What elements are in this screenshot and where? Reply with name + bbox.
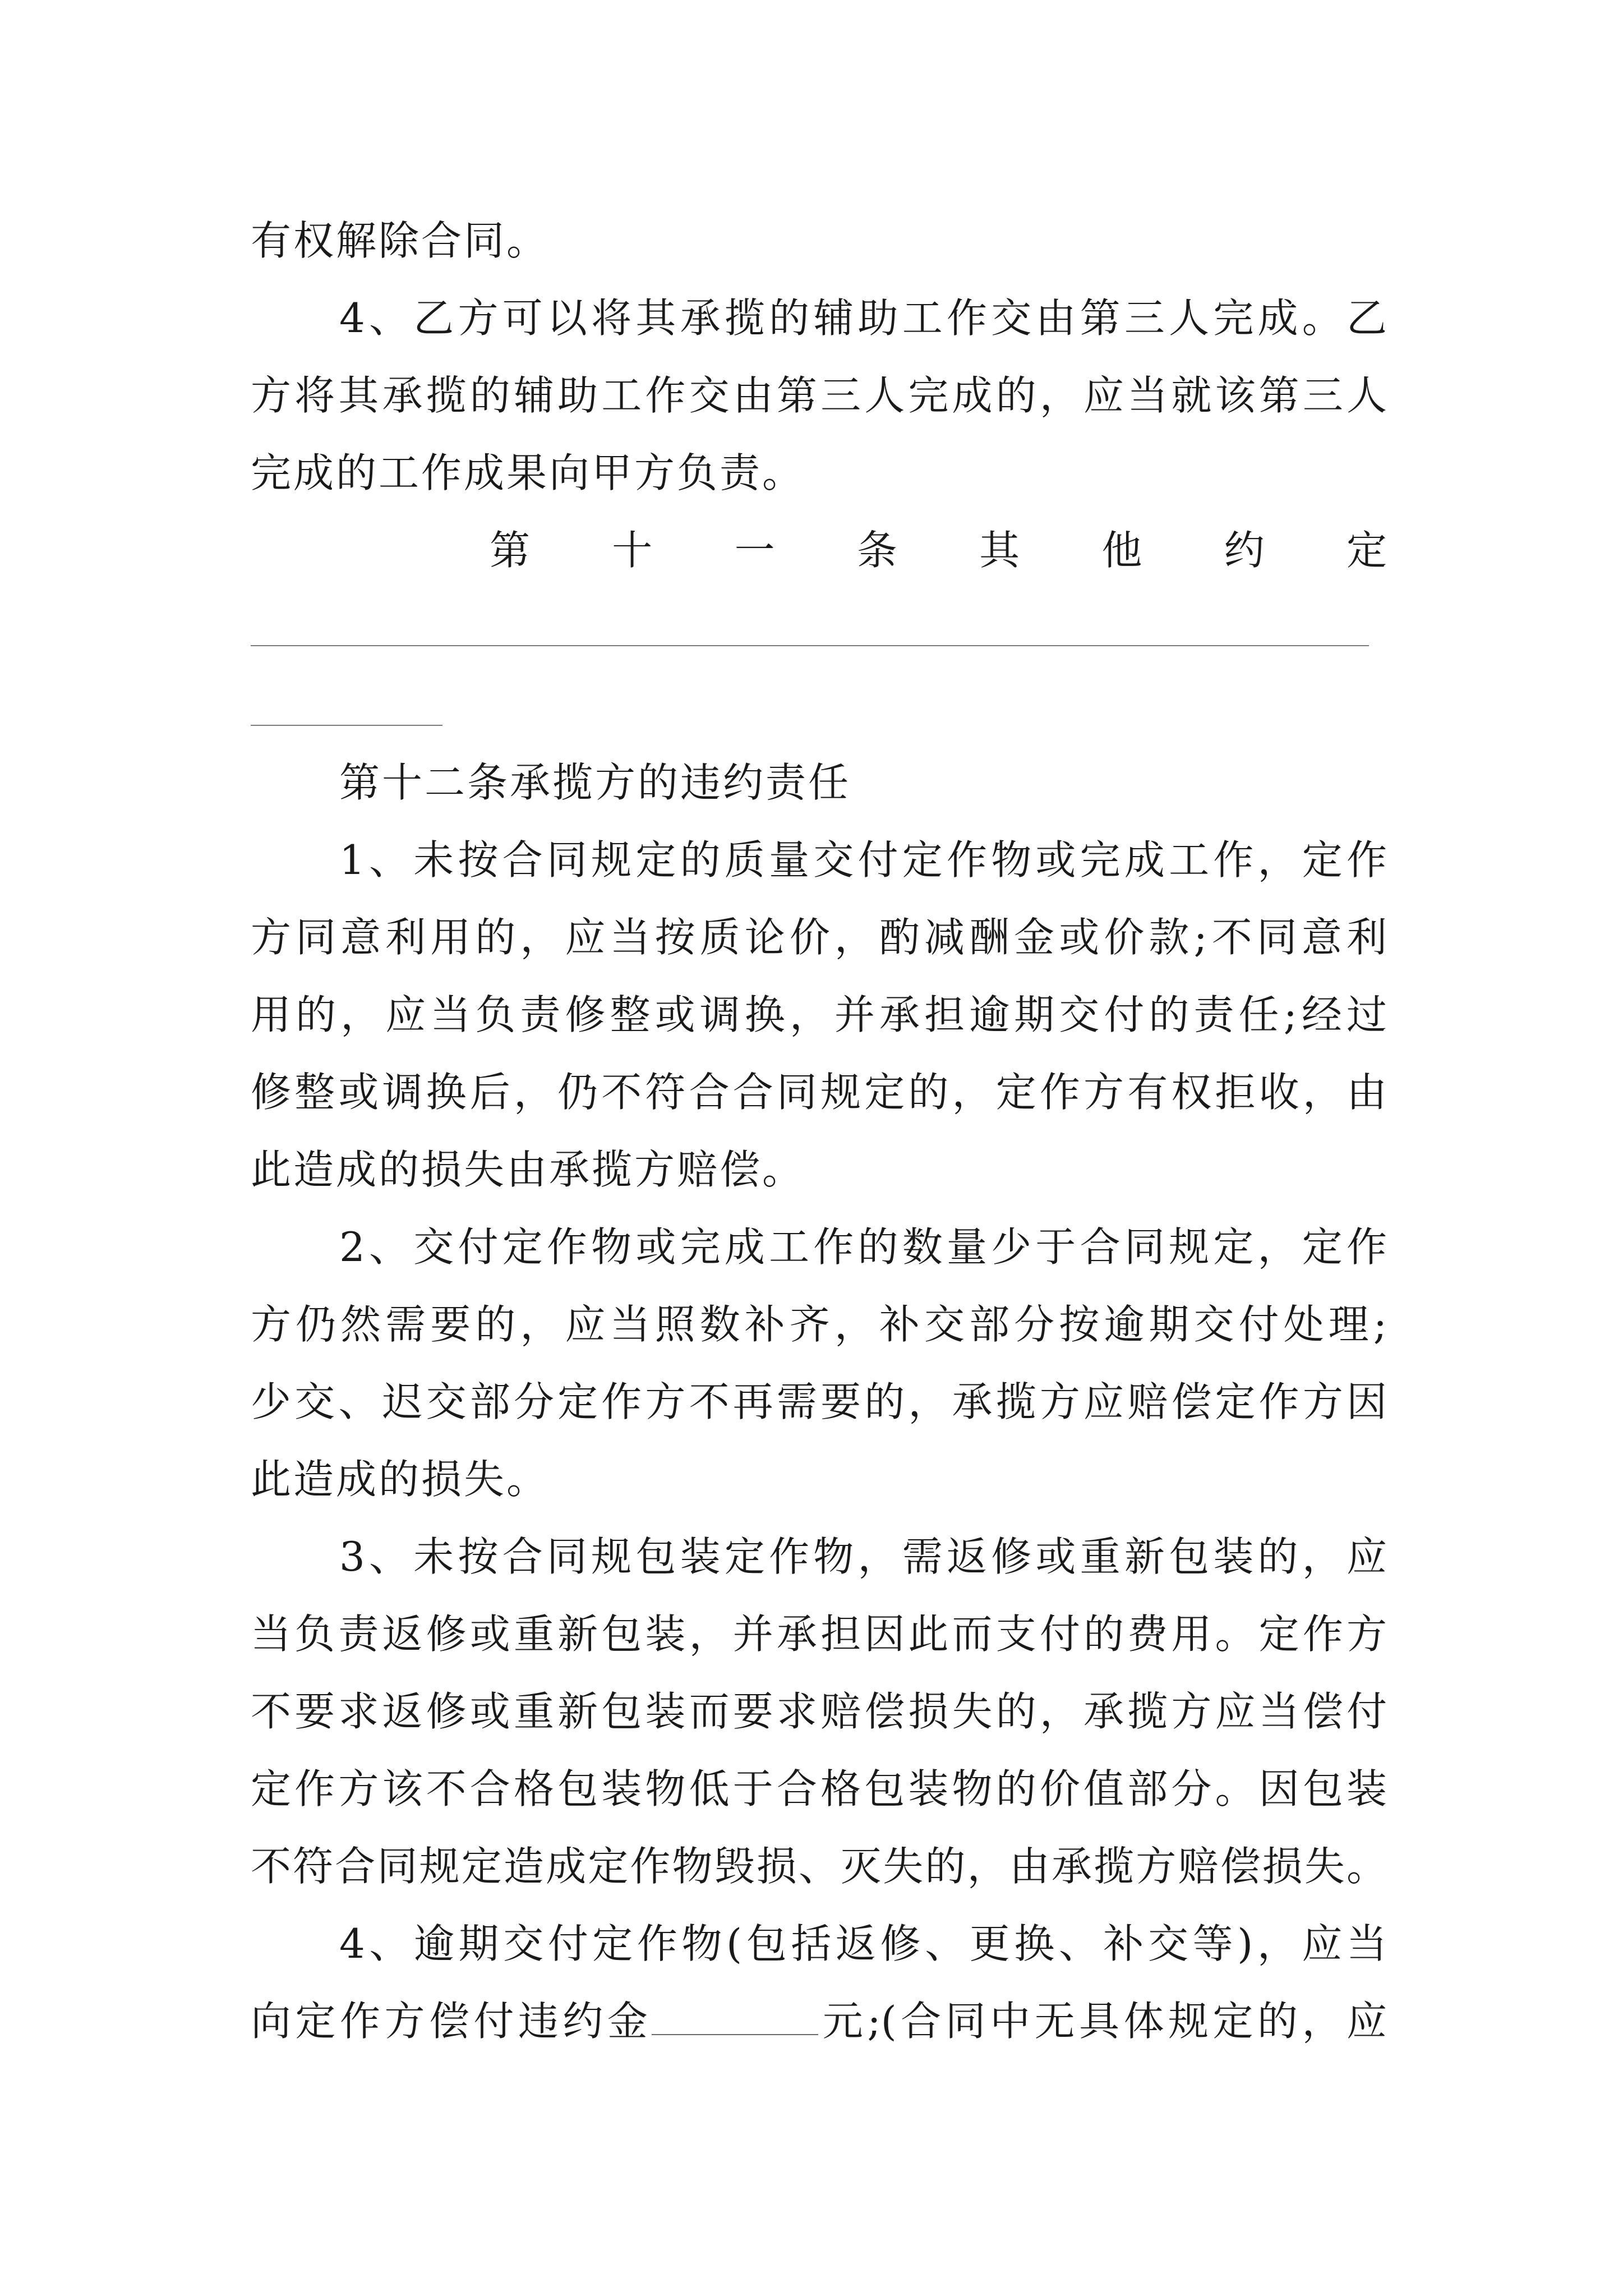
text-line: 完成的工作成果向甲方负责。 — [251, 449, 805, 496]
fill-in-blank-line — [251, 725, 442, 726]
article-11-heading: 第十一条其他约定 — [490, 527, 1387, 574]
text-after-blank: 元;(合同中无具体规定的，应 — [818, 1998, 1387, 2045]
text-line: 1、未按合同规定的质量交付定作物或完成工作，定作 — [339, 836, 1387, 884]
text-line: 不符合同规定造成定作物毁损、灭失的，由承揽方赔偿损失。 — [251, 1843, 1387, 1890]
text-line: 定作方该不合格包装物低于合格包装物的价值部分。因包装 — [251, 1765, 1387, 1812]
document-body — [251, 202, 1387, 2060]
text-line: 方同意利用的，应当按质论价，酌减酬金或价款;不同意利 — [251, 914, 1387, 961]
text-line: 4、乙方可以将其承揽的辅助工作交由第三人完成。乙 — [339, 295, 1387, 342]
penalty-amount-blank — [652, 2028, 818, 2035]
text-line: 4、逾期交付定作物(包括返修、更换、补交等)，应当 — [339, 1920, 1387, 1967]
text-line: 2、交付定作物或完成工作的数量少于合同规定，定作 — [339, 1223, 1387, 1271]
text-line: 修整或调换后，仍不符合合同规定的，定作方有权拒收，由 — [251, 1069, 1387, 1116]
text-line: 有权解除合同。 — [251, 217, 550, 264]
text-before-blank: 向定作方偿付违约金 — [251, 1998, 652, 2045]
fill-in-blank-line — [251, 645, 1369, 646]
fill-in-line-row — [251, 589, 1387, 666]
text-line: 用的，应当负责修整或调换，并承担逾期交付的责任;经过 — [251, 991, 1387, 1038]
text-line: 此造成的损失。 — [251, 1456, 550, 1503]
text-line: 方仍然需要的，应当照数补齐，补交部分按逾期交付处理; — [251, 1301, 1387, 1348]
text-line: 方将其承揽的辅助工作交由第三人完成的，应当就该第三人 — [251, 372, 1387, 419]
fill-in-line-row — [251, 666, 1387, 744]
text-line: 当负责返修或重新包装，并承担因此而支付的费用。定作方 — [251, 1611, 1387, 1658]
text-line: 不要求返修或重新包装而要求赔偿损失的，承揽方应当偿付 — [251, 1688, 1387, 1735]
text-line: 3、未按合同规包装定作物，需返修或重新包装的，应 — [339, 1533, 1387, 1580]
text-line: 少交、迟交部分定作方不再需要的，承揽方应赔偿定作方因 — [251, 1378, 1387, 1425]
text-line — [251, 1982, 1387, 2060]
article-12-heading: 第十二条承揽方的违约责任 — [339, 759, 851, 806]
text-line: 此造成的损失由承揽方赔偿。 — [251, 1146, 805, 1193]
